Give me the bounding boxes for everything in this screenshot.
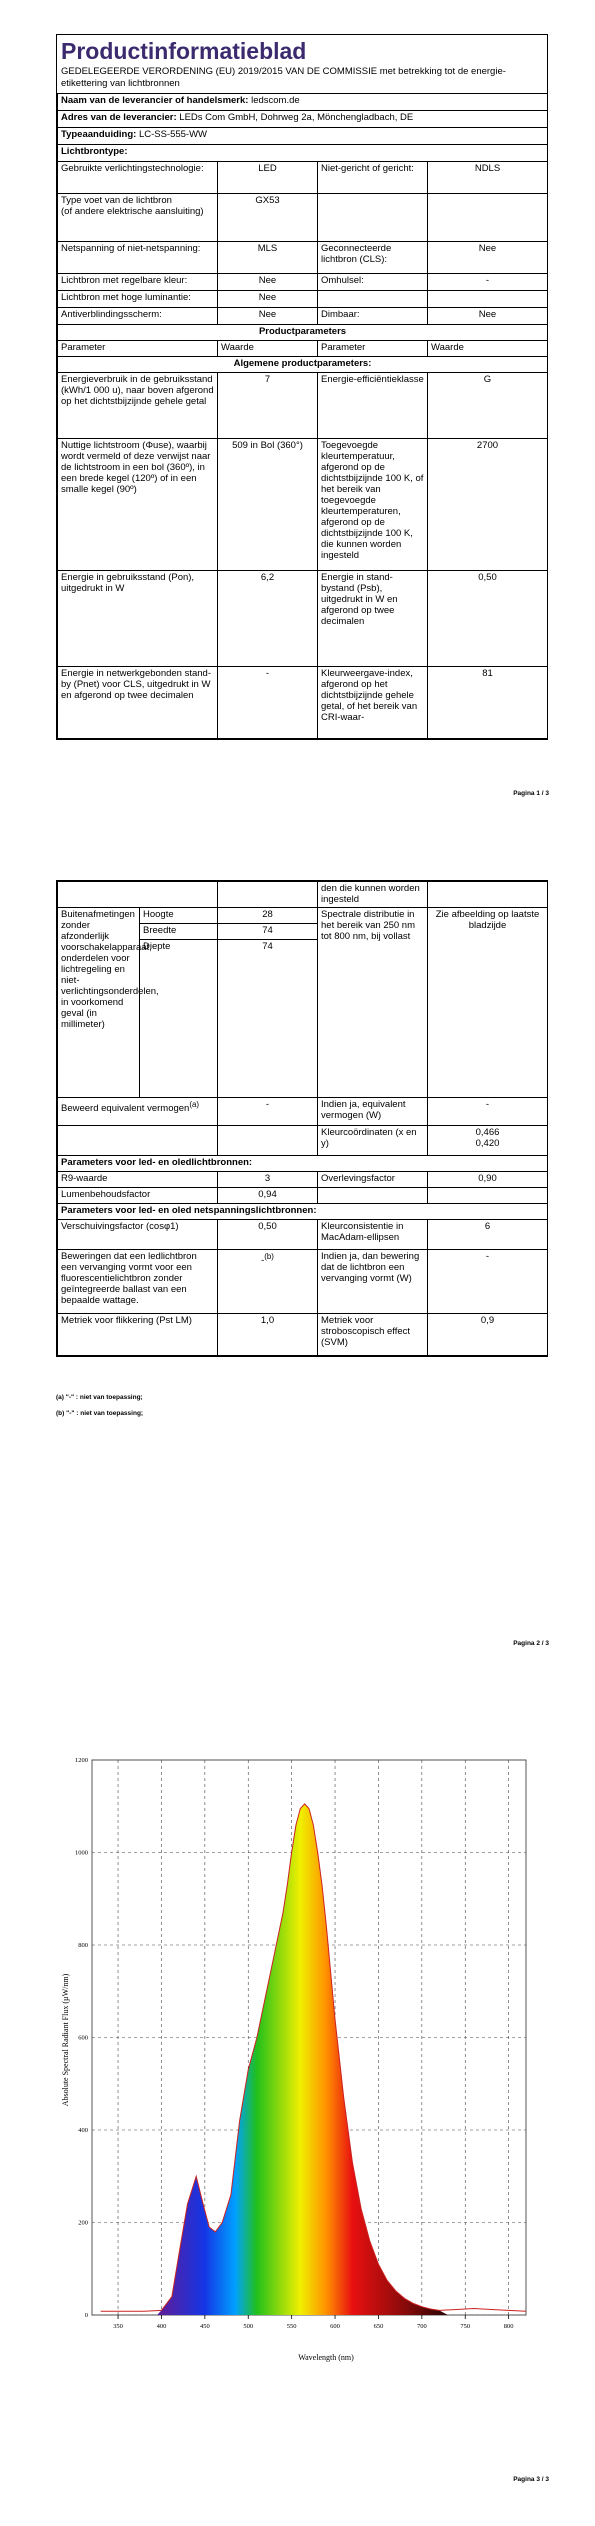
cct-label: Toegevoegde kleurtemperatuur, afgerond op de dichtstbijzijnde 100 K, of het bereik van toegevoegde kleurtemperaturen, afgerond op de dichtstbijzijnde 100 K, die kunnen worden ingesteld (318, 439, 428, 571)
dimensions-label: Buitenafmetingen zonder afzonderlijk voorschakelapparaat, onderdelen voor lichtregeling en niet-verlichtingsonderdelen, in voorkomend geval (in millimeter) (58, 908, 140, 1098)
on-mode-power-label: Energie in gebruiksstand (Pon), uitgedrukt in W (58, 571, 218, 667)
y-tick-label: 600 (78, 2034, 88, 2042)
footnote-b: (b) "-" : niet van toepassing; (56, 1410, 144, 1417)
depth-label: Diepte (140, 940, 218, 1098)
model-row: Typeaanduiding: LC-SS-555-WW (58, 128, 548, 145)
product-params-heading: Productparameters (58, 325, 548, 341)
height-value: 28 (218, 908, 318, 924)
col-value-1: Waarde (218, 341, 318, 357)
light-source-heading: Lichtbrontype: (58, 145, 548, 162)
dimmable-value: Nee (428, 308, 548, 325)
footnote-a: (a) "-" : niet van toepassing; (56, 1394, 143, 1401)
page-2 (0, 860, 595, 1690)
chromaticity-label: Kleurcoördinaten (x en y) (318, 1126, 428, 1156)
depth-value: 74 (218, 940, 318, 1098)
cls-value: Nee (428, 242, 548, 274)
page-footer-3: Pagina 3 / 3 (513, 2476, 549, 2483)
standby-power-label: Energie in stand-bystand (Psb), uitgedrukt in W en afgerond op twee decimalen (318, 571, 428, 667)
cct-value: 2700 (428, 439, 548, 571)
macadam-label: Kleurconsistentie in MacAdam-ellipsen (318, 1220, 428, 1250)
displacement-label: Verschuivingsfactor (cosφ1) (58, 1220, 218, 1250)
supplier-table (57, 93, 548, 739)
tech-value: LED (218, 162, 318, 194)
general-params-heading: Algemene productparameters: (58, 357, 548, 373)
width-value: 74 (218, 924, 318, 940)
col-value-2: Waarde (428, 341, 548, 357)
y-tick-label: 400 (78, 2127, 88, 2134)
equivalent-watt-label: Indien ja, equivalent vermogen (W) (318, 1098, 428, 1126)
spectral-chart (54, 1740, 544, 2370)
cri-label: Kleurweergave-index, afgerond op het dichtstbijzijnde gehele getal, of het bereik van CRI-waar- (318, 667, 428, 739)
x-tick-label: 450 (199, 2323, 210, 2330)
efficiency-class-label: Energie-efficiëntieklasse (318, 373, 428, 439)
useful-flux-value: 509 in Bol (360°) (218, 439, 318, 571)
footnotes (56, 1390, 143, 1422)
energy-consumption-value: 7 (218, 373, 318, 439)
x-tick-label: 650 (373, 2323, 384, 2330)
equivalent-power-label: Beweerd equivalent vermogen$^{(a)}$ (58, 1098, 218, 1126)
envelope-label: Omhulsel: (318, 274, 428, 291)
cap-label: Type voet van de lichtbron (of andere elektrische aansluiting) (58, 194, 218, 242)
replacement-watt-label: Indien ja, dan bewering dat de lichtbron een vervanging vormt (W) (318, 1250, 428, 1314)
x-tick-label: 400 (156, 2323, 167, 2330)
y-tick-label: 800 (78, 1942, 88, 1949)
macadam-value: 6 (428, 1220, 548, 1250)
cap-value: GX53 (218, 194, 318, 242)
network-standby-value: - (218, 667, 318, 739)
col-param-2: Parameter (318, 341, 428, 357)
r9-value: 3 (218, 1172, 318, 1188)
x-axis-label: Wavelength (nm) (298, 2353, 354, 2362)
page-footer-2: Pagina 2 / 3 (513, 1640, 549, 1647)
x-tick-label: 600 (330, 2323, 340, 2330)
col-param-1: Parameter (58, 341, 218, 357)
width-label: Breedte (140, 924, 218, 940)
supplier-address-row: Adres van de leverancier: LEDs Com GmbH, Dohrweg 2a, Mönchengladbach, DE (58, 111, 548, 128)
directional-label: Niet-gericht of gericht: (318, 162, 428, 194)
page-3 (0, 1690, 595, 2526)
glare-label: Antiverblindingsscherm: (58, 308, 218, 325)
equivalent-watt-value: - (428, 1098, 548, 1126)
stroboscopic-label: Metriek voor stroboscopisch effect (SVM) (318, 1314, 428, 1356)
regulation-text: GEDELEGEERDE VERORDENING (EU) 2019/2015 VAN DE COMMISSIE met betrekking tot de energie-etikettering van lichtbronnen (61, 66, 506, 89)
envelope-value: - (428, 274, 548, 291)
x-tick-label: 500 (243, 2323, 254, 2330)
directional-value: NDLS (428, 162, 548, 194)
dimmable-label: Dimbaar: (318, 308, 428, 325)
cri-continued-text: den die kunnen worden ingesteld (318, 882, 428, 908)
mains-label: Netspanning of niet-netspanning: (58, 242, 218, 274)
cls-label: Geconnecteerde lichtbron (CLS): (318, 242, 428, 274)
mains-value: MLS (218, 242, 318, 274)
page-footer-1: Pagina 1 / 3 (513, 790, 549, 797)
supplier-name-row: Naam van de leverancier of handelsmerk: ledscom.de (58, 94, 548, 111)
x-tick-label: 700 (416, 2323, 427, 2330)
product-info-sheet-continued (56, 880, 548, 1357)
replacement-watt-value: - (428, 1250, 548, 1314)
y-tick-label: 1200 (75, 1757, 88, 1764)
chromaticity-value: 0,466 0,420 (428, 1126, 548, 1156)
replacement-claim-value: -$^{(b)}$ (218, 1250, 318, 1314)
tunable-label: Lichtbron met regelbare kleur: (58, 274, 218, 291)
title-block (57, 35, 547, 93)
equivalent-power-value: - (218, 1098, 318, 1126)
page-title: Productinformatieblad (61, 38, 307, 64)
x-tick-label: 350 (113, 2323, 123, 2330)
luminance-label: Lichtbron met hoge luminantie: (58, 291, 218, 308)
page-1 (0, 0, 595, 830)
x-tick-label: 550 (286, 2323, 297, 2330)
x-tick-label: 800 (503, 2323, 514, 2330)
displacement-value: 0,50 (218, 1220, 318, 1250)
useful-flux-label: Nuttige lichtstroom (Φuse), waarbij wordt vermeld of deze verwijst naar de lichtstroom in een bol (360º), in een brede kegel (120º) of in een smalle kegel (90º) (58, 439, 218, 571)
y-tick-label: 0 (84, 2312, 88, 2319)
flicker-value: 1,0 (218, 1314, 318, 1356)
lumen-maintenance-label: Lumenbehoudsfactor (58, 1188, 218, 1204)
height-label: Hoogte (140, 908, 218, 924)
product-info-sheet (56, 34, 548, 740)
replacement-claim-label: Beweringen dat een ledlichtbron een vervanging vormt voor een fluorescentielichtbron zonder geïntegreerde ballast van een bepaalde wattage. (58, 1250, 218, 1314)
y-axis-label: Absolute Spectral Radiant Flux (µW/nm) (61, 1973, 70, 2107)
spectral-chart-svg (54, 1740, 544, 2370)
standby-power-value: 0,50 (428, 571, 548, 667)
cri-value: 81 (428, 667, 548, 739)
stroboscopic-value: 0,9 (428, 1314, 548, 1356)
tech-label: Gebruikte verlichtingstechnologie: (58, 162, 218, 194)
tunable-value: Nee (218, 274, 318, 291)
flicker-label: Metriek voor flikkering (Pst LM) (58, 1314, 218, 1356)
energy-consumption-label: Energieverbruik in de gebruiksstand (kWh/1 000 u), naar boven afgerond op het dichtstbijzijnde gehele getal (58, 373, 218, 439)
params-table-continued (57, 881, 548, 1356)
r9-label: R9-waarde (58, 1172, 218, 1188)
y-tick-label: 1000 (75, 1849, 88, 1857)
mains-params-heading: Parameters voor led- en oled netspanningslichtbronnen: (58, 1204, 548, 1220)
led-params-heading: Parameters voor led- en oledlichtbronnen: (58, 1156, 548, 1172)
glare-value: Nee (218, 308, 318, 325)
lumen-maintenance-value: 0,94 (218, 1188, 318, 1204)
spectral-label: Spectrale distributie in het bereik van 250 nm tot 800 nm, bij vollast (318, 908, 428, 1098)
survival-label: Overlevingsfactor (318, 1172, 428, 1188)
x-tick-label: 750 (460, 2323, 471, 2330)
spectral-value: Zie afbeelding op laatste bladzijde (428, 908, 548, 1098)
y-tick-label: 200 (78, 2219, 88, 2227)
network-standby-label: Energie in netwerkgebonden stand-by (Pnet) voor CLS, uitgedrukt in W en afgerond op twee decimalen (58, 667, 218, 739)
luminance-value: Nee (218, 291, 318, 308)
efficiency-class-value: G (428, 373, 548, 439)
survival-value: 0,90 (428, 1172, 548, 1188)
on-mode-power-value: 6,2 (218, 571, 318, 667)
